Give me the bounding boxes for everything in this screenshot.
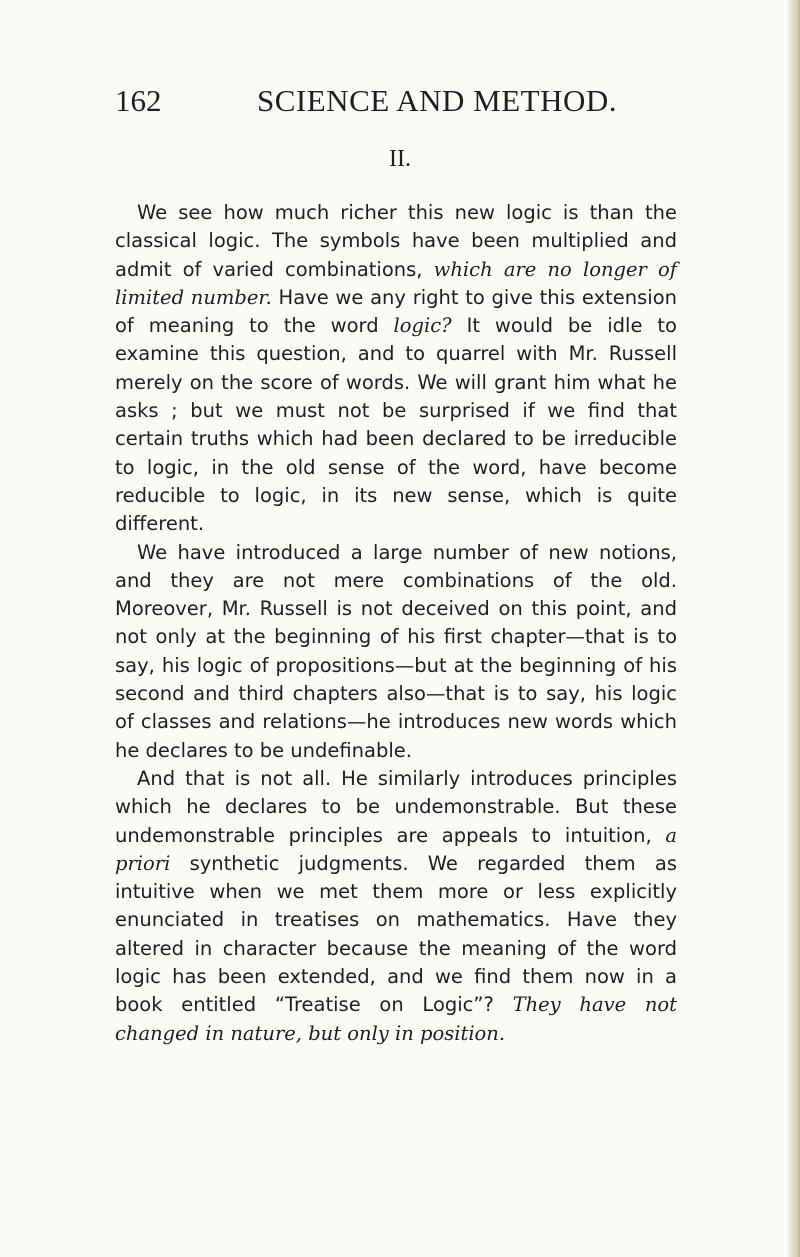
- italic-phrase: which are no longer of limited number.: [115, 257, 677, 309]
- page-header: [115, 83, 675, 123]
- italic-sentence: They have not changed in nature, but only in position.: [115, 993, 677, 1045]
- section-number: II.: [389, 146, 411, 172]
- italic-word: logic?: [393, 314, 452, 338]
- paragraph-1: We see how much richer this new logic is than the classical logic. The symbols have been multiplied and admit of varied combinations, which are no longer of limited number. Have we any right to give this extension of meaning to the word logic? It would be idle to examine this question, and to quarrel with Mr. Russell merely on the score of words. We will grant him what he asks ; but we must not be surprised if we find that certain truths which had been declared to be irreducible to logic, in the old sense of the word, have become reducible to logic, in its new sense, which is quite different.: [115, 201, 677, 536]
- paragraph-2: We have introduced a large number of new notions, and they are not mere combinations of the old. Moreover, Mr. Russell is not deceived on this point, and not only at the beginning of his first chapter—that is to say, his logic of propositions—but at the beginning of his second and third chapters also—that is to say, his logic of classes and relations—he introduces new words which he declares to be undefinable.: [115, 540, 677, 762]
- page-edge: [788, 0, 800, 1257]
- running-head: SCIENCE AND METHOD.: [257, 83, 617, 118]
- body-text: [115, 199, 677, 1048]
- italic-phrase: a priori: [115, 823, 677, 875]
- paragraph-3: And that is not all. He similarly introduces principles which he declares to be undemonstrable. But these undemonstrable principles are appeals to intuition, a priori synthetic judgments. We regarded them as intuitive when we met them more or less explicitly enunciated in treatises on mathematics. Have they altered in character because the meaning of the word logic has been extended, and we find them now in a book entitled “Treatise on Logic”? They have not changed in nature, but only in position.: [115, 766, 677, 1045]
- page-number: 162: [115, 83, 162, 118]
